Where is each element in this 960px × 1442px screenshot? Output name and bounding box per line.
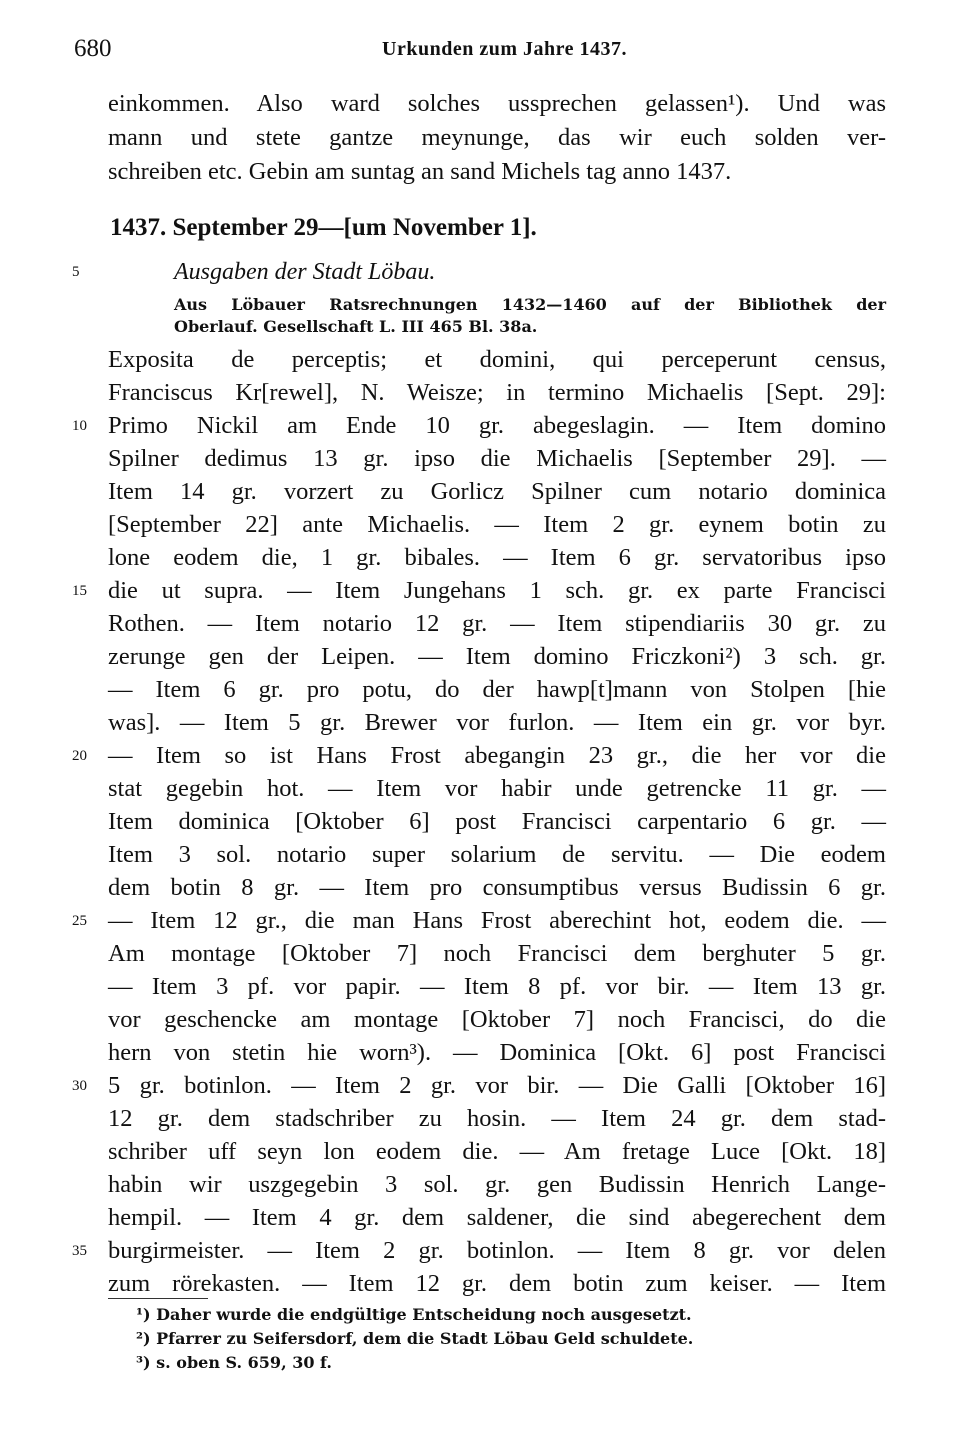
- text-line: zum rörekasten. — Item 12 gr. dem botin zum keiser. — Item: [108, 1270, 886, 1297]
- text-line: — Item 12 gr., die man Hans Frost aberechint hot, eodem die. —: [108, 907, 886, 934]
- text-line: [September 22] ante Michaelis. — Item 2 gr. eynem botin zu: [108, 511, 886, 538]
- line-number: 10: [72, 418, 87, 434]
- footnote-rule: [108, 1298, 208, 1299]
- line-number: 35: [72, 1243, 87, 1259]
- page-header: [74, 32, 886, 66]
- text-line: hern von stetin hie worn³). — Dominica [Okt. 6] post Francisci: [108, 1039, 886, 1066]
- text-line: schriber uff seyn lon eodem die. — Am fretage Luce [Okt. 18]: [108, 1138, 886, 1165]
- text-line: einkommen. Also ward solches ussprechen gelassen¹). Und was: [108, 90, 886, 117]
- line-number: 30: [72, 1078, 87, 1094]
- text-line: vor geschencke am montage [Oktober 7] noch Francisci, do die: [108, 1006, 886, 1033]
- text-line: — Item so ist Hans Frost abegangin 23 gr., die her vor die: [108, 742, 886, 769]
- text-line: Rothen. — Item notario 12 gr. — Item stipendiariis 30 gr. zu: [108, 610, 886, 637]
- source-note-line: Aus Löbauer Ratsrechnungen 1432—1460 auf der Bibliothek der: [174, 295, 886, 314]
- text-line: die ut supra. — Item Jungehans 1 sch. gr. ex parte Francisci: [108, 577, 886, 604]
- line-number: 15: [72, 583, 87, 599]
- text-line: dem botin 8 gr. — Item pro consumptibus versus Budissin 6 gr.: [108, 874, 886, 901]
- text-line: lone eodem die, 1 gr. bibales. — Item 6 gr. servatoribus ipso: [108, 544, 886, 571]
- text-line: — Item 6 gr. pro potu, do der hawp[t]mann von Stolpen [hie: [108, 676, 886, 703]
- text-line: Spilner dedimus 13 gr. ipso die Michaelis [September 29]. —: [108, 445, 886, 472]
- running-title: Urkunden zum Jahre 1437.: [382, 38, 627, 60]
- entry-date-heading: 1437. September 29—[um November 1].: [110, 214, 537, 241]
- text-line: 12 gr. dem stadschriber zu hosin. — Item 24 gr. dem stad-: [108, 1105, 886, 1132]
- text-line: Franciscus Kr[rewel], N. Weisze; in termino Michaelis [Sept. 29]:: [108, 379, 886, 406]
- text-line: Item dominica [Oktober 6] post Francisci carpentario 6 gr. —: [108, 808, 886, 835]
- line-number: 20: [72, 748, 87, 764]
- text-line: Am montage [Oktober 7] noch Francisci dem berghuter 5 gr.: [108, 940, 886, 967]
- text-line: burgirmeister. — Item 2 gr. botinlon. — Item 8 gr. vor delen: [108, 1237, 886, 1264]
- source-note-line: Oberlauf. Gesellschaft L. III 465 Bl. 38a.: [174, 317, 538, 336]
- text-line: hempil. — Item 4 gr. dem saldener, die sind abegerechent dem: [108, 1204, 886, 1231]
- entry-title: Ausgaben der Stadt Löbau.: [174, 259, 436, 285]
- text-line: mann und stete gantze meynunge, das wir euch solden ver-: [108, 124, 886, 151]
- line-number: 25: [72, 913, 87, 929]
- text-line: stat gegebin hot. — Item vor habir unde getrencke 11 gr. —: [108, 775, 886, 802]
- text-line: schreiben etc. Gebin am suntag an sand Michels tag anno 1437.: [108, 158, 732, 185]
- text-line: Primo Nickil am Ende 10 gr. abegeslagin. — Item domino: [108, 412, 886, 439]
- page-number: 680: [74, 35, 112, 62]
- footnote: ²) Pfarrer zu Seifersdorf, dem die Stadt Löbau Geld schuldete.: [136, 1329, 694, 1348]
- text-line: was]. — Item 5 gr. Brewer vor furlon. — Item ein gr. vor byr.: [108, 709, 886, 736]
- footnote: ³) s. oben S. 659, 30 f.: [136, 1353, 332, 1372]
- text-line: Item 14 gr. vorzert zu Gorlicz Spilner cum notario dominica: [108, 478, 886, 505]
- text-line: 5 gr. botinlon. — Item 2 gr. vor bir. — Die Galli [Oktober 16]: [108, 1072, 886, 1099]
- text-line: Item 3 sol. notario super solarium de servitu. — Die eodem: [108, 841, 886, 868]
- text-line: Exposita de perceptis; et domini, qui perceperunt census,: [108, 346, 886, 373]
- footnote: ¹) Daher wurde die endgültige Entscheidung noch ausgesetzt.: [136, 1305, 692, 1324]
- text-line: habin wir uszgegebin 3 sol. gr. gen Budissin Henrich Lange-: [108, 1171, 886, 1198]
- line-number: 5: [72, 264, 80, 280]
- text-line: zerunge gen der Leipen. — Item domino Friczkoni²) 3 sch. gr.: [108, 643, 886, 670]
- text-line: — Item 3 pf. vor papir. — Item 8 pf. vor bir. — Item 13 gr.: [108, 973, 886, 1000]
